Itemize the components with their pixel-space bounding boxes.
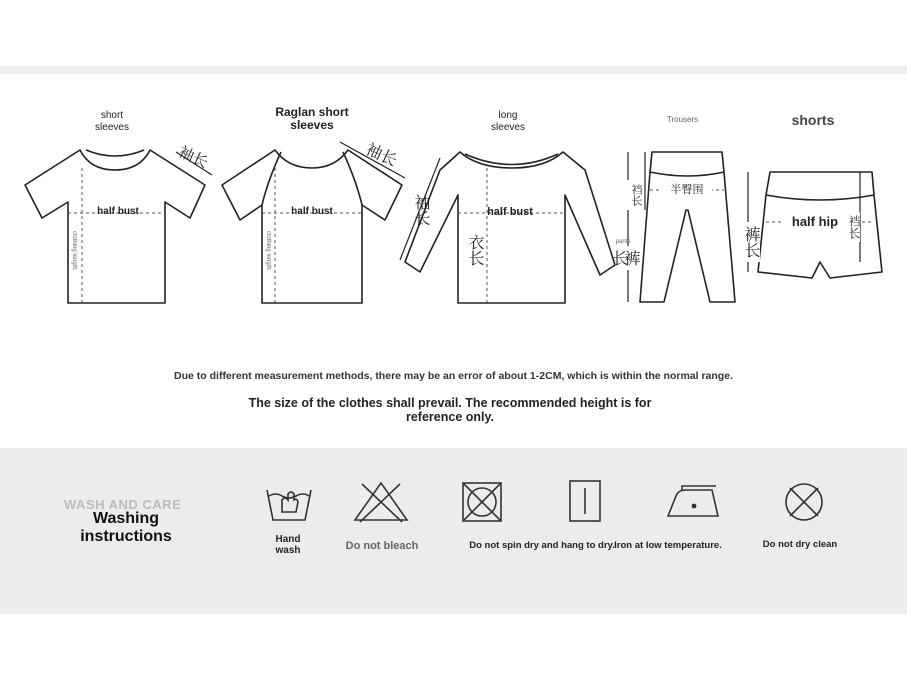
short-sleeve-tee-collar (86, 150, 144, 156)
title-shorts: shorts (791, 112, 835, 128)
no-bleach-label: Do not bleach (345, 540, 419, 552)
title-trousers: Trousers (666, 115, 699, 124)
tee-sleeve-label: 袖长 (176, 143, 211, 172)
care-ghost-title: WASH AND CARE (64, 497, 182, 512)
garment-drawings (0, 0, 907, 340)
size-prevail-note: The size of the clothes shall prevail. The recommended height is for reference only. (248, 396, 652, 424)
title-short-sleeves: short sleeves (95, 110, 129, 133)
shorts-hip-label: half hip (783, 216, 847, 228)
trousers-waistband (650, 172, 724, 176)
short-sleeve-tee-outline (25, 150, 205, 303)
long-bust-label: half bust (487, 206, 533, 218)
title-long-sleeves: long sleeves (491, 110, 525, 133)
trousers-hip-label: 半臀围 (662, 184, 712, 196)
hand-wash-icon (264, 482, 314, 524)
raglan-sleeve-label: 袖长 (363, 141, 400, 171)
low-iron-label: Iron at low temperature. (614, 540, 722, 551)
measurement-error-note: Due to different measurement methods, there may be an error of about 1-2CM, which is within the normal range. (174, 370, 733, 382)
hang-dry-icon (567, 478, 603, 524)
tee-length-label: clothing length (71, 230, 77, 270)
care-title: Washing instructions (80, 510, 172, 545)
hand-wash-label: Hand wash (275, 534, 301, 556)
trousers-rise-label: 裆长 (626, 180, 642, 210)
trousers-length-label: 裤长 (616, 246, 636, 270)
raglan-seam-right (343, 152, 362, 205)
shorts-rise-label: 裆长 (844, 212, 860, 242)
no-bleach-icon (352, 480, 410, 524)
raglan-tee-outline (222, 150, 402, 303)
raglan-bust-label: half bust (291, 206, 333, 217)
raglan-length-label: clothing length (265, 230, 271, 270)
low-iron-icon (664, 482, 724, 520)
no-dry-clean-label: Do not dry clean (762, 539, 838, 550)
long-sleeve-label: 袖长 (412, 194, 429, 226)
tee-bust-label: half bust (97, 206, 139, 217)
long-sleeve-tee-outline (405, 152, 615, 303)
trousers-outline (640, 152, 735, 302)
trousers-pants-label: pants (615, 239, 631, 245)
no-spin-dry-icon (460, 480, 504, 524)
no-dry-clean-icon (782, 480, 826, 524)
raglan-seam-left (262, 152, 281, 205)
no-spin-dry-label: Do not spin dry and hang to dry. (469, 540, 615, 551)
shorts-waistband (766, 195, 874, 200)
long-length-label: 衣长 (466, 234, 483, 266)
shorts-length-label: 裤长 (738, 222, 760, 262)
title-raglan: Raglan short sleeves (275, 105, 349, 132)
